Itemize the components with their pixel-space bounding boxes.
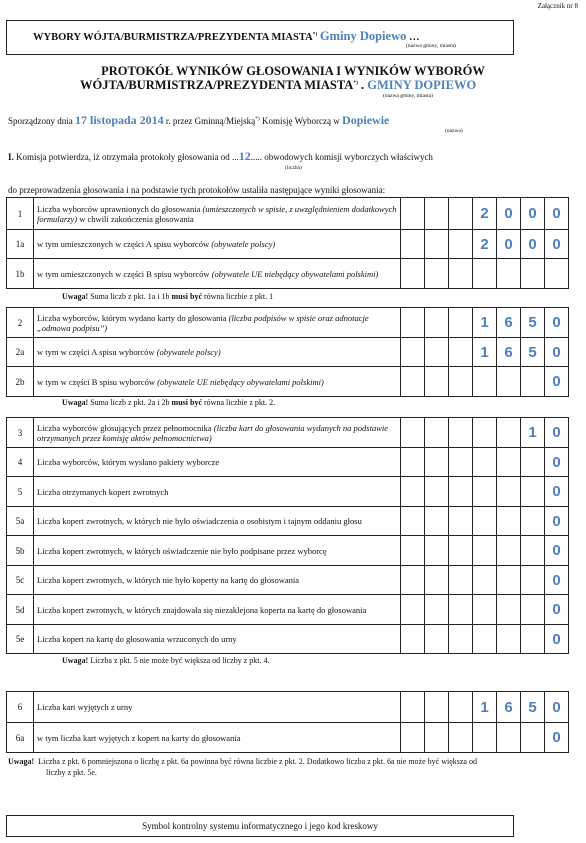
digit-cell xyxy=(401,507,425,536)
row-number: 6a xyxy=(7,723,34,753)
row-number: 5 xyxy=(7,477,34,507)
digit-cell xyxy=(473,536,497,566)
municipality-caption: (nazwa gminy, miasta) xyxy=(406,43,456,49)
digit-cell xyxy=(401,723,425,753)
digit-cell xyxy=(521,259,545,289)
digit-cell xyxy=(449,692,473,723)
row-label: Liczba wyborców, którym wysłano pakiety wyborcze xyxy=(34,448,401,477)
digit-cell: 0 xyxy=(545,477,569,507)
row-number: 5d xyxy=(7,595,34,625)
row-number: 1a xyxy=(7,230,34,259)
table-row xyxy=(7,448,569,477)
row-label: Liczba kopert zwrotnych, w których nie było koperty na kartę do głosowania xyxy=(34,566,401,595)
section-i-line: I. Komisja potwierdza, iż otrzymała protokoły głosowania od ...12..... obwodowych komisji wyborczych właściwych xyxy=(8,149,433,163)
row-label: Liczba wyborców uprawnionych do głosowania (umieszczonych w spisie, z uwzględnieniem dodatkowych formularzy) w chwili zakończenia głosowania xyxy=(34,198,401,230)
digit-cell: 6 xyxy=(497,692,521,723)
digit-cell: 1 xyxy=(473,308,497,338)
digit-cell: 0 xyxy=(497,198,521,230)
digit-cell xyxy=(401,259,425,289)
digit-cell xyxy=(425,723,449,753)
digit-cell xyxy=(473,367,497,397)
digit-cell xyxy=(521,595,545,625)
protocol-date: 17 listopada 2014 xyxy=(74,113,164,127)
protocol-title-line1: PROTOKÓŁ WYNIKÓW GŁOSOWANIA I WYNIKÓW WYBORÓW xyxy=(101,64,485,78)
row-label: Liczba kart wyjętych z urny xyxy=(34,692,401,723)
digit-cell xyxy=(473,595,497,625)
row-number: 2a xyxy=(7,338,34,367)
table-row xyxy=(7,338,569,367)
digit-cell: 6 xyxy=(497,338,521,367)
digit-cell xyxy=(449,477,473,507)
digit-cell xyxy=(497,566,521,595)
digit-cell xyxy=(449,198,473,230)
digit-cell xyxy=(401,566,425,595)
digit-cell xyxy=(497,595,521,625)
digit-cell xyxy=(545,259,569,289)
table-row xyxy=(7,418,569,448)
digit-cell xyxy=(401,477,425,507)
table-row xyxy=(7,595,569,625)
digit-cell xyxy=(521,723,545,753)
election-title: WYBORY WÓJTA/BURMISTRZA/PREZYDENTA MIASTA*) Gminy Dopiewo … xyxy=(33,29,420,43)
digit-cell xyxy=(401,448,425,477)
digit-cell xyxy=(425,595,449,625)
table-row xyxy=(7,367,569,397)
row-number: 3 xyxy=(7,418,34,448)
digit-cell xyxy=(473,507,497,536)
digit-cell xyxy=(449,507,473,536)
digit-cell: 1 xyxy=(521,418,545,448)
digit-cell xyxy=(473,418,497,448)
section-i-line2: do przeprowadzenia głosowania i na podstawie tych protokołów ustaliła następujące wyniki głosowania: xyxy=(8,185,386,195)
row-number: 1b xyxy=(7,259,34,289)
digit-cell xyxy=(449,723,473,753)
note-d: Uwaga! Liczba z pkt. 6 pomniejszona o liczbę z pkt. 6a powinna być równa liczbie z pkt. 2. Dodatkowo liczba z pkt. 6a nie może być większa od liczby z pkt. 5e. xyxy=(8,757,477,777)
digit-cell: 0 xyxy=(545,595,569,625)
row-label: w tym liczba kart wyjętych z kopert na karty do głosowania xyxy=(34,723,401,753)
digit-cell xyxy=(425,448,449,477)
digit-cell: 5 xyxy=(521,338,545,367)
row-label: Liczba wyborców, którym wydano karty do głosowania (liczba podpisów w spisie oraz adnotacje „odmowa podpisu”) xyxy=(34,308,401,338)
table-row xyxy=(7,230,569,259)
digit-cell xyxy=(497,723,521,753)
digit-cell: 0 xyxy=(545,507,569,536)
election-header-box xyxy=(6,20,514,55)
digit-cell: 0 xyxy=(545,536,569,566)
digit-cell: 2 xyxy=(473,198,497,230)
digit-cell xyxy=(521,566,545,595)
digit-cell: 0 xyxy=(545,418,569,448)
digit-cell xyxy=(497,448,521,477)
digit-cell: 6 xyxy=(497,308,521,338)
protocol-title-line2: WÓJTA/BURMISTRZA/PREZYDENTA MIASTA*) . GMINY DOPIEWO xyxy=(80,78,477,92)
digit-cell: 0 xyxy=(545,566,569,595)
digit-cell xyxy=(473,477,497,507)
protocol-count: 12 xyxy=(238,149,251,163)
place-caption: (nazwa) xyxy=(445,128,463,134)
row-label: Liczba otrzymanych kopert zwrotnych xyxy=(34,477,401,507)
results-table-b xyxy=(6,307,569,397)
protocol-municipality: GMINY DOPIEWO xyxy=(367,78,477,92)
table-row xyxy=(7,723,569,753)
digit-cell: 0 xyxy=(545,723,569,753)
digit-cell xyxy=(401,625,425,654)
results-table-d xyxy=(6,691,569,753)
digit-cell xyxy=(449,418,473,448)
digit-cell xyxy=(425,367,449,397)
digit-cell xyxy=(521,448,545,477)
digit-cell: 0 xyxy=(545,625,569,654)
row-number: 5e xyxy=(7,625,34,654)
digit-cell xyxy=(425,259,449,289)
digit-cell xyxy=(521,625,545,654)
digit-cell xyxy=(521,507,545,536)
digit-cell xyxy=(473,448,497,477)
commission-place: Dopiewie xyxy=(342,113,390,127)
digit-cell xyxy=(497,477,521,507)
row-number: 5c xyxy=(7,566,34,595)
count-caption: (liczba) xyxy=(285,165,302,171)
row-number: 1 xyxy=(7,198,34,230)
digit-cell xyxy=(401,692,425,723)
municipality-name: Gminy Dopiewo xyxy=(319,29,407,43)
digit-cell: 2 xyxy=(473,230,497,259)
digit-cell xyxy=(449,625,473,654)
digit-cell xyxy=(449,259,473,289)
digit-cell: 0 xyxy=(545,448,569,477)
note-b: Uwaga! Suma liczb z pkt. 2a i 2b musi być równa liczbie z pkt. 2. xyxy=(62,398,276,407)
digit-cell: 0 xyxy=(545,692,569,723)
digit-cell xyxy=(449,230,473,259)
digit-cell xyxy=(497,507,521,536)
digit-cell xyxy=(401,367,425,397)
digit-cell: 0 xyxy=(497,230,521,259)
row-label: Liczba kopert zwrotnych, w których nie było oświadczenia o osobistym i tajnym oddaniu głosu xyxy=(34,507,401,536)
row-number: 2b xyxy=(7,367,34,397)
digit-cell xyxy=(449,536,473,566)
digit-cell: 0 xyxy=(545,338,569,367)
row-label: Liczba kopert zwrotnych, w których znajdowała się niezaklejona koperta na kartę do głosowania xyxy=(34,595,401,625)
results-table-a xyxy=(6,197,569,289)
digit-cell xyxy=(497,259,521,289)
digit-cell xyxy=(521,477,545,507)
digit-cell: 1 xyxy=(473,338,497,367)
digit-cell xyxy=(425,338,449,367)
digit-cell: 0 xyxy=(545,230,569,259)
row-label: w tym w części B spisu wyborców (obywatele UE niebędący obywatelami polskimi) xyxy=(34,367,401,397)
digit-cell xyxy=(521,536,545,566)
row-label: w tym umieszczonych w części A spisu wyborców (obywatele polscy) xyxy=(34,230,401,259)
digit-cell: 0 xyxy=(521,198,545,230)
row-label: w tym umieszczonych w części B spisu wyborców (obywatele UE niebędący obywatelami polskimi) xyxy=(34,259,401,289)
digit-cell xyxy=(449,566,473,595)
digit-cell xyxy=(401,536,425,566)
digit-cell xyxy=(473,566,497,595)
table-row xyxy=(7,566,569,595)
digit-cell: 5 xyxy=(521,692,545,723)
digit-cell xyxy=(425,507,449,536)
row-label: Liczba kopert zwrotnych, w których oświadczenie nie było podpisane przez wyborcę xyxy=(34,536,401,566)
digit-cell: 1 xyxy=(473,692,497,723)
digit-cell xyxy=(497,367,521,397)
digit-cell xyxy=(425,230,449,259)
note-c: Uwaga! Liczba z pkt. 5 nie może być większa od liczby z pkt. 4. xyxy=(62,656,270,665)
digit-cell xyxy=(401,198,425,230)
protocol-caption: (nazwa gminy, miasta) xyxy=(383,93,433,99)
digit-cell: 0 xyxy=(545,198,569,230)
digit-cell xyxy=(473,625,497,654)
digit-cell xyxy=(425,536,449,566)
digit-cell: 0 xyxy=(545,367,569,397)
drawn-up-line: Sporządzony dnia 17 listopada 2014 r. przez Gminną/Miejską*) Komisję Wyborczą w Dopiewie xyxy=(8,113,390,127)
digit-cell: 0 xyxy=(521,230,545,259)
table-row xyxy=(7,198,569,230)
digit-cell xyxy=(497,418,521,448)
results-table-c xyxy=(6,417,569,654)
table-row xyxy=(7,536,569,566)
table-row xyxy=(7,308,569,338)
digit-cell: 5 xyxy=(521,308,545,338)
digit-cell xyxy=(473,259,497,289)
digit-cell xyxy=(401,418,425,448)
digit-cell xyxy=(449,367,473,397)
row-number: 5a xyxy=(7,507,34,536)
row-label: Liczba kopert na kartę do głosowania wrzuconych do urny xyxy=(34,625,401,654)
digit-cell xyxy=(449,308,473,338)
digit-cell xyxy=(425,418,449,448)
digit-cell xyxy=(497,536,521,566)
row-label: Liczba wyborców głosujących przez pełnomocnika (liczba kart do głosowania wydanych na podstawie otrzymanych przez komisję aktów pełnomocnictwa) xyxy=(34,418,401,448)
digit-cell xyxy=(401,595,425,625)
digit-cell xyxy=(449,595,473,625)
row-number: 2 xyxy=(7,308,34,338)
digit-cell xyxy=(473,723,497,753)
digit-cell xyxy=(449,448,473,477)
annex-number: Załącznik nr 8 xyxy=(537,2,578,10)
table-row xyxy=(7,625,569,654)
table-row xyxy=(7,259,569,289)
table-row xyxy=(7,507,569,536)
row-number: 6 xyxy=(7,692,34,723)
row-number: 5b xyxy=(7,536,34,566)
table-row xyxy=(7,477,569,507)
table-row xyxy=(7,692,569,723)
digit-cell xyxy=(425,308,449,338)
digit-cell xyxy=(425,566,449,595)
row-number: 4 xyxy=(7,448,34,477)
barcode-box: Symbol kontrolny systemu informatycznego i jego kod kreskowy xyxy=(6,815,514,837)
digit-cell xyxy=(521,367,545,397)
digit-cell xyxy=(425,692,449,723)
digit-cell: 0 xyxy=(545,308,569,338)
digit-cell xyxy=(425,198,449,230)
digit-cell xyxy=(401,308,425,338)
note-a: Uwaga! Suma liczb z pkt. 1a i 1b musi być równa liczbie z pkt. 1 xyxy=(62,292,274,301)
digit-cell xyxy=(401,230,425,259)
digit-cell xyxy=(497,625,521,654)
digit-cell xyxy=(449,338,473,367)
row-label: w tym w części A spisu wyborców (obywatele polscy) xyxy=(34,338,401,367)
digit-cell xyxy=(425,477,449,507)
digit-cell xyxy=(401,338,425,367)
digit-cell xyxy=(425,625,449,654)
